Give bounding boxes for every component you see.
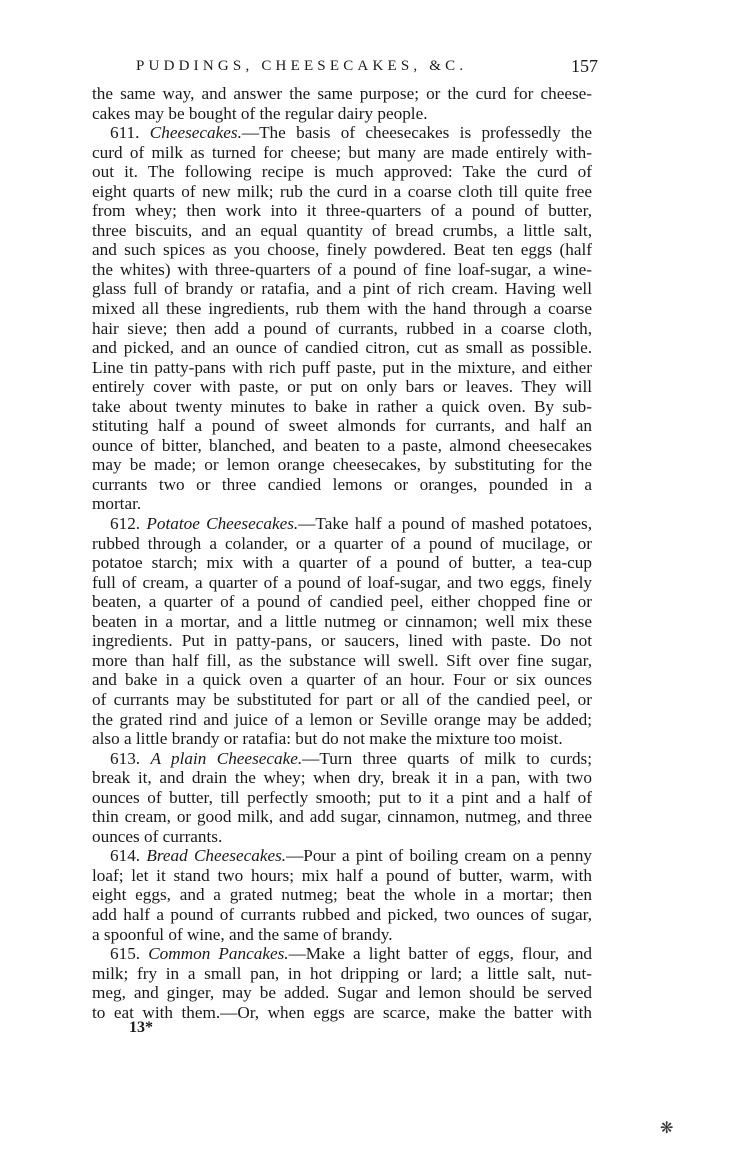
book-page [92,56,598,1022]
page-number: 157 [571,56,598,76]
text-line [92,592,592,612]
text-line [92,143,592,163]
text-line [92,104,592,124]
text-line [92,299,592,319]
text-line [92,182,592,202]
line-text: the same way, and answer the same purpose; or the curd for cheese- [92,84,592,103]
line-text: —Make a light batter of eggs, flour, and [288,944,593,964]
text-line [92,964,592,984]
text-line [92,260,592,280]
recipe-number: 615. [110,944,141,964]
text-line [92,221,592,241]
recipe-heading-line [92,123,592,143]
line-text: also a little brandy or ratafia: but do not make the mixture too moist. [92,729,563,749]
line-text: beaten, a quarter of a pound of candied peel, either chopped fine or [92,592,592,612]
line-text: —The basis of cheesecakes is professedly the [241,123,592,143]
line-text: break it, and drain the whey; when dry, break it in a pan, with two [92,768,592,788]
line-text: full of cream, a quarter of a pound of loaf-sugar, and two eggs, finely [92,572,592,592]
text-line [92,534,592,554]
recipe-title: Potatoe Cheesecakes. [146,514,299,534]
line-text: eight quarts of new milk; rub the curd in a coarse cloth till quite free [92,181,592,201]
line-text: may be made; or lemon orange cheesecakes, by substituting for the [92,455,592,475]
line-text: add half a pound of currants rubbed and picked, two ounces of sugar, [92,904,592,924]
text-line [92,788,592,808]
recipe-heading-line [92,514,592,534]
text-line [92,651,592,671]
recipe-number: 611. [110,123,140,143]
text-line [92,807,592,827]
recipe-title: A plain Cheesecake. [150,748,303,768]
line-text: three biscuits, and an equal quantity of bread crumbs, a little salt, [92,220,592,240]
text-line [92,338,592,358]
text-line [92,455,592,475]
printer-ornament-icon: ❋ [660,1120,674,1137]
line-text: a spoonful of wine, and the same of brandy. [92,924,393,944]
text-line [92,494,592,514]
text-line [92,377,592,397]
line-text: stituting half a pound of sweet almonds for currants, and half an [92,416,592,436]
line-text: entirely cover with paste, or put on only bars or leaves. They will [92,377,592,397]
recipe-number: 613. [110,748,141,768]
line-text: cakes may be bought of the regular dairy people. [92,103,428,123]
text-line [92,319,592,339]
line-text: rubbed through a colander, or a quarter of a pound of mucilage, or [92,533,592,553]
line-text: thin cream, or good milk, and add sugar, cinnamon, nutmeg, and three [92,807,592,827]
line-text: beaten in a mortar, and a little nutmeg or cinnamon; well mix these [92,611,592,631]
line-text: and picked, and an ounce of candied citron, cut as small as possible. [92,338,592,358]
line-text: meg, and ginger, may be added. Sugar and lemon should be served [92,983,592,1003]
text-line [92,729,592,749]
line-text: and such spices as you choose, finely powdered. Beat ten eggs (half [92,240,592,260]
recipe-title: Cheesecakes. [149,123,242,143]
line-text: ounces of currants. [92,826,223,846]
text-line [92,631,592,651]
line-text: and bake in a quick oven a quarter of an hour. Four or six ounces [92,670,592,690]
text-line [92,573,592,593]
text-line [92,240,592,260]
text-line [92,905,592,925]
text-line [92,475,592,495]
text-line [92,162,592,182]
line-text: the grated rind and juice of a lemon or Seville orange may be added; [92,709,592,729]
text-line [92,670,592,690]
text-line [92,358,592,378]
text-line [92,279,592,299]
line-text: loaf; let it stand two hours; mix half a pound of butter, warm, with [92,865,592,885]
line-text: mortar. [92,494,142,514]
line-text: ounce of bitter, blanched, and beaten to a paste, almond cheesecakes [92,435,592,455]
text-line [92,768,592,788]
line-text: currants two or three candied lemons or oranges, pounded in a [92,474,592,494]
line-text: to eat with them.—Or, when eggs are scarce, make the batter with [92,1002,592,1022]
text-line [92,925,592,945]
line-text: —Take half a pound of mashed potatoes, [298,514,592,534]
line-text: out it. The following recipe is much approved: Take the curd of [92,162,592,182]
text-line [92,201,592,221]
text-line [92,612,592,632]
text-line [92,983,592,1003]
recipe-number: 614. [110,846,141,866]
line-text: —Pour a pint of boiling cream on a penny [286,846,593,866]
recipe-heading-line [92,749,592,769]
line-text: Line tin patty-pans with rich puff paste, put in the mixture, and either [92,357,592,377]
body-text [92,84,592,1022]
line-text: glass full of brandy or ratafia, and a pint of rich cream. Having well [92,279,592,299]
text-line [92,885,592,905]
line-text: curd of milk as turned for cheese; but many are made entirely with- [92,142,592,162]
line-text: eight eggs, and a grated nutmeg; beat the whole in a mortar; then [92,885,592,905]
text-line [92,397,592,417]
line-text: take about twenty minutes to bake in rather a quick oven. By sub- [92,396,592,416]
line-text: hair sieve; then add a pound of currants, rubbed in a coarse cloth, [92,318,592,338]
text-line [92,84,592,104]
line-text: —Turn three quarts of milk to curds; [302,748,593,768]
text-line [92,416,592,436]
recipe-number: 612. [110,514,141,534]
line-text: ounces of butter, till perfectly smooth; put to it a pint and a half of [92,787,592,807]
recipe-heading-line [92,846,592,866]
text-line [92,690,592,710]
recipe-heading-line [92,944,592,964]
text-line [92,827,592,847]
line-text: of currants may be substituted for part or all of the candied peel, or [92,689,592,709]
line-text: milk; fry in a small pan, in hot dripping or lard; a little salt, nut- [92,963,592,983]
running-head [92,56,598,84]
line-text: the whites) with three-quarters of a pound of fine loaf-sugar, a wine- [92,259,592,279]
text-line [92,436,592,456]
text-line [92,1003,592,1023]
line-text: more than half fill, as the substance will swell. Sift over fine sugar, [92,650,592,670]
text-line [92,553,592,573]
text-line [92,866,592,886]
recipe-title: Bread Cheesecakes. [146,846,287,866]
running-title: PUDDINGS, CHEESECAKES, &C. [136,58,468,74]
line-text: potatoe starch; mix with a quarter of a pound of butter, a tea-cup [92,553,592,573]
line-text: mixed all these ingredients, rub them with the hand through a coarse [92,299,592,319]
line-text: from whey; then work into it three-quarters of a pound of butter, [92,201,592,221]
recipe-title: Common Pancakes. [148,944,289,964]
line-text: ingredients. Put in patty-pans, or saucers, lined with paste. Do not [92,631,592,651]
text-line [92,710,592,730]
signature-mark: 13* [129,1019,153,1036]
